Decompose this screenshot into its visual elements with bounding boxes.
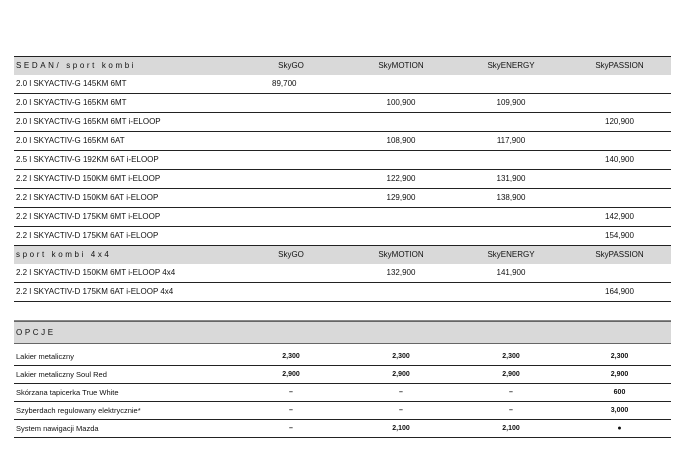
price-skyenergy [458, 283, 564, 301]
option-price-skygo: 2,300 [282, 353, 300, 360]
option-row [14, 402, 671, 420]
option-name: Szyberdach regulowany elektrycznie* [16, 406, 141, 415]
price-skymotion: 129,900 [386, 193, 416, 202]
price-skyenergy: 131,900 [496, 174, 526, 183]
price-skygo [238, 132, 344, 150]
option-price-skypassion: 3,000 [610, 407, 629, 414]
column-header-skymotion: SkyMOTION [378, 250, 424, 259]
engine-name: 2.0 l SKYACTIV-G 165KM 6MT [16, 98, 127, 107]
option-price-skyenergy: 2,100 [502, 425, 520, 432]
price-skypassion: 164,900 [605, 287, 634, 296]
engine-name: 2.2 l SKYACTIV-D 150KM 6MT i-ELOOP [16, 174, 161, 183]
engine-name: 2.2 l SKYACTIV-D 150KM 6MT i-ELOOP 4x4 [16, 268, 176, 277]
price-skypassion: 154,900 [605, 231, 634, 240]
engine-name: 2.2 l SKYACTIV-D 150KM 6AT i-ELOOP [16, 193, 159, 202]
engine-name: 2.0 l SKYACTIV-G 165KM 6AT [16, 136, 125, 145]
table-row [14, 283, 671, 302]
blank-row [14, 302, 671, 321]
table-row [14, 189, 671, 208]
option-price-skymotion: 2,300 [392, 353, 410, 360]
column-header-skyenergy: SkyENERGY [487, 61, 535, 70]
price-skypassion [568, 94, 671, 112]
engine-name: 2.0 l SKYACTIV-G 165KM 6MT i-ELOOP [16, 117, 161, 126]
option-price-skypassion: 2,900 [610, 371, 629, 378]
price-skygo [238, 227, 344, 245]
section-title: sport kombi 4x4 [16, 250, 112, 259]
price-skypassion [568, 132, 671, 150]
section-header-sedan [14, 57, 671, 75]
option-row [14, 366, 671, 384]
option-row [14, 420, 671, 438]
price-skymotion [348, 75, 454, 93]
table-row [14, 94, 671, 113]
price-skypassion [568, 264, 671, 282]
price-skyenergy [458, 113, 564, 131]
price-skyenergy: 141,900 [496, 268, 526, 277]
option-name: Lakier metaliczny [16, 352, 74, 361]
price-skymotion [348, 283, 454, 301]
option-price-skyenergy: 2,900 [502, 371, 520, 378]
price-skymotion [348, 151, 454, 169]
price-skymotion [348, 113, 454, 131]
option-row [14, 384, 671, 402]
option-name: Lakier metaliczny Soul Red [16, 370, 107, 379]
options-header [14, 321, 671, 344]
price-skypassion: 140,900 [605, 155, 634, 164]
price-skyenergy [458, 227, 564, 245]
option-price-skymotion: – [399, 407, 403, 414]
price-skypassion [568, 189, 671, 207]
section-title: SEDAN/ sport kombi [16, 61, 137, 70]
price-skyenergy: 109,900 [496, 98, 526, 107]
option-price-skyenergy: – [509, 407, 513, 414]
price-skyenergy: 117,900 [496, 136, 526, 145]
price-skygo [238, 208, 344, 226]
table-row [14, 75, 671, 94]
column-header-skymotion: SkyMOTION [378, 61, 424, 70]
option-price-skyenergy: 2,300 [502, 353, 520, 360]
column-header-skygo: SkyGO [278, 250, 304, 259]
option-price-skymotion: 2,900 [392, 371, 410, 378]
table-row [14, 113, 671, 132]
price-list-table [14, 57, 671, 438]
table-row [14, 170, 671, 189]
engine-name: 2.0 l SKYACTIV-G 145KM 6MT [16, 79, 127, 88]
option-price-skymotion: – [399, 389, 403, 396]
engine-name: 2.2 l SKYACTIV-D 175KM 6MT i-ELOOP [16, 212, 161, 221]
option-price-skygo: – [289, 407, 293, 414]
price-skygo [238, 264, 344, 282]
price-skymotion [348, 227, 454, 245]
option-price-skypassion: 2,300 [610, 353, 629, 360]
price-skypassion: 120,900 [605, 117, 634, 126]
table-row [14, 264, 671, 283]
table-row [14, 151, 671, 170]
price-skyenergy [458, 75, 564, 93]
price-skymotion: 108,900 [386, 136, 416, 145]
option-price-skyenergy: – [509, 389, 513, 396]
column-header-skypassion: SkyPASSION [595, 250, 644, 259]
column-header-skyenergy: SkyENERGY [487, 250, 535, 259]
price-skypassion [568, 75, 671, 93]
option-price-skypassion: 600 [613, 389, 626, 396]
table-row [14, 227, 671, 246]
option-price-skymotion: 2,100 [392, 425, 410, 432]
option-price-skygo: – [289, 389, 293, 396]
column-header-skypassion: SkyPASSION [595, 61, 644, 70]
price-skymotion [348, 208, 454, 226]
option-name: Skórzana tapicerka True White [16, 388, 119, 397]
price-skyenergy: 138,900 [496, 193, 526, 202]
price-skygo: 89,700 [272, 79, 297, 88]
option-name: System nawigacji Mazda [16, 424, 99, 433]
price-skygo [238, 189, 344, 207]
price-skygo [238, 113, 344, 131]
price-skymotion: 122,900 [386, 174, 416, 183]
engine-name: 2.2 l SKYACTIV-D 175KM 6AT i-ELOOP 4x4 [16, 287, 174, 296]
price-skygo [238, 94, 344, 112]
column-header-skygo: SkyGO [278, 61, 304, 70]
table-row [14, 208, 671, 227]
price-skymotion: 100,900 [386, 98, 416, 107]
price-skypassion [568, 170, 671, 188]
option-row [14, 348, 671, 366]
engine-name: 2.2 l SKYACTIV-D 175KM 6AT i-ELOOP [16, 231, 159, 240]
price-skymotion: 132,900 [386, 268, 416, 277]
price-skygo [238, 151, 344, 169]
section-header-4x4 [14, 246, 671, 264]
price-skygo [238, 170, 344, 188]
price-skyenergy [458, 151, 564, 169]
table-row [14, 132, 671, 151]
options-title: OPCJE [16, 328, 56, 337]
option-price-skygo: 2,900 [282, 371, 300, 378]
engine-name: 2.5 l SKYACTIV-G 192KM 6AT i-ELOOP [16, 155, 159, 164]
price-skyenergy [458, 208, 564, 226]
price-skypassion: 142,900 [605, 212, 634, 221]
option-price-skygo: – [289, 425, 293, 432]
option-price-skypassion: ● [617, 425, 622, 432]
price-skygo [238, 283, 344, 301]
